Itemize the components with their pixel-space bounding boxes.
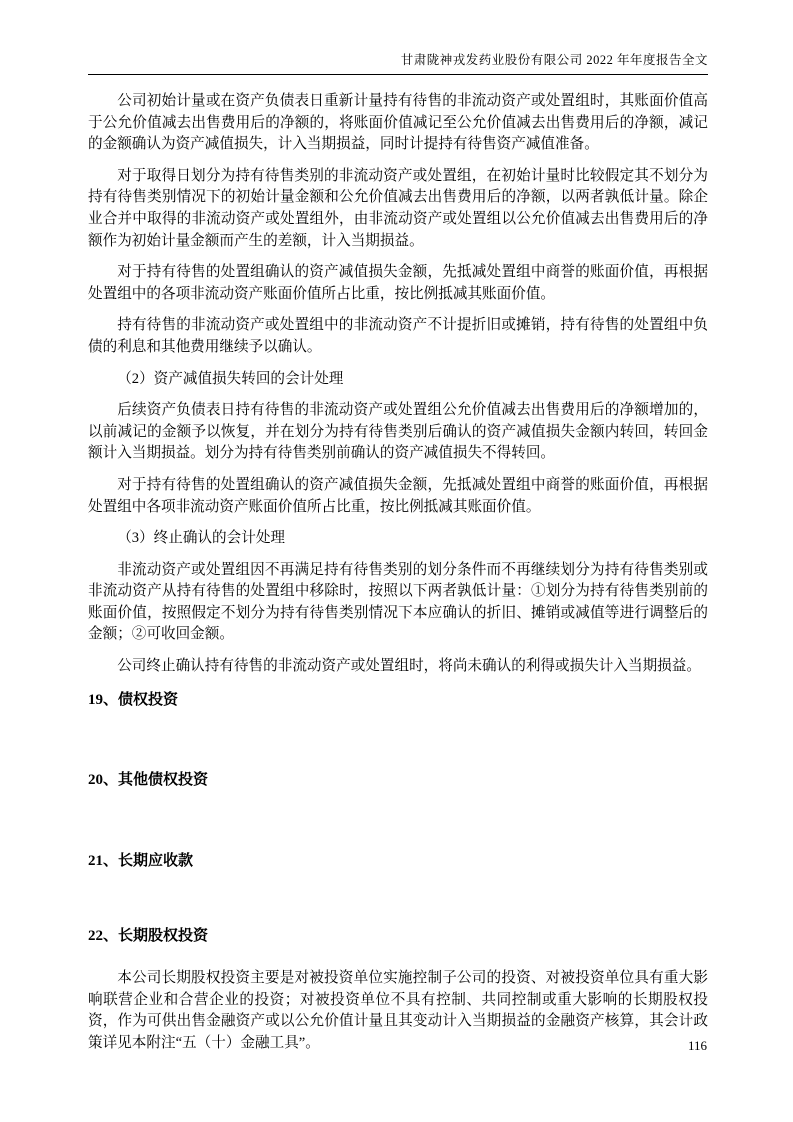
paragraph-initial-measurement: 公司初始计量或在资产负债表日重新计量持有待售的非流动资产或处置组时，其账面价值高于公允价值减去出售费用后的净额的，将账面价值减记至公允价值减去出售费用后的净额，减记的金额确认为资产减值损失，计入当期损益，同时计提持有待售资产减值准备。	[88, 93, 708, 153]
section-heading-21-long-term-receivables: 21、长期应收款	[88, 852, 194, 869]
sub-heading-impairment-reversal: （2）资产减值损失转回的会计处理	[117, 370, 344, 387]
paragraph-no-depreciation: 持有待售的非流动资产或处置组中的非流动资产不计提折旧或摊销，持有待售的处置组中负债的利息和其他费用继续予以确认。	[88, 317, 708, 355]
paragraph-equity-investment-policy: 本公司长期股权投资主要是对被投资单位实施控制子公司的投资、对被投资单位具有重大影响联营企业和合营企业的投资；对被投资单位不具有控制、共同控制或重大影响的长期股权投资，作为可供出售金融资产或以公允价值计量且其变动计入当期损益的金融资产核算，其会计政策详见本附注“五（十）金融工具”。	[88, 970, 708, 1051]
sub-heading-derecognition: （3）终止确认的会计处理	[117, 530, 286, 547]
paragraph-impairment-allocation: 对于持有待售的处置组确认的资产减值损失金额，先抵减处置组中商誉的账面价值，再根据处置组中的各项非流动资产账面价值所占比重，按比例抵减其账面价值。	[88, 264, 708, 302]
paragraph-reversal-treatment: 后续资产负债表日持有待售的非流动资产或处置组公允价值减去出售费用后的净额增加的，以前减记的金额予以恢复，并在划分为持有待售类别后确认的资产减值损失金额内转回，转回金额计入当期损益。划分为持有待售类别前确认的资产减值损失不得转回。	[88, 402, 708, 462]
page-header	[88, 52, 708, 75]
header-title: 甘肃陇神戎发药业股份有限公司 2022 年年度报告全文	[400, 53, 708, 67]
section-heading-19-debt-investments: 19、债权投资	[88, 691, 179, 708]
header-divider	[88, 74, 708, 75]
paragraph-reversal-allocation: 对于持有待售的处置组确认的资产减值损失金额，先抵减处置组中商誉的账面价值，再根据处置组中各项非流动资产账面价值所占比重，按比例抵减其账面价值。	[88, 476, 708, 515]
paragraph-derecognition-gains: 公司终止确认持有待售的非流动资产或处置组时，将尚未确认的利得或损失计入当期损益。	[117, 658, 701, 675]
section-heading-22-long-term-equity-investments: 22、长期股权投资	[88, 928, 209, 945]
page-number: 116	[687, 1038, 707, 1053]
paragraph-acquisition-date-classification: 对于取得日划分为持有待售类别的非流动资产或处置组，在初始计量时比较假定其不划分为持有待售类别情况下的初始计量金额和公允价值减去出售费用后的净额，以两者孰低计量。除企业合并中取得的非流动资产或处置组外，由非流动资产或处置组以公允价值减去出售费用后的净额作为初始计量金额而产生的差额，计入当期损益。	[88, 167, 708, 249]
page-content	[88, 91, 708, 1054]
section-heading-20-other-debt-investments: 20、其他债权投资	[88, 772, 209, 789]
paragraph-derecognition-measurement: 非流动资产或处置组因不再满足持有待售类别的划分条件而不再继续划分为持有待售类别或非流动资产从持有待售的处置组中移除时，按照以下两者孰低计量：①划分为持有待售类别前的账面价值，按照假定不划分为持有待售类别情况下本应确认的折旧、摊销或减值等进行调整后的金额；②可收回金额。	[88, 561, 708, 643]
